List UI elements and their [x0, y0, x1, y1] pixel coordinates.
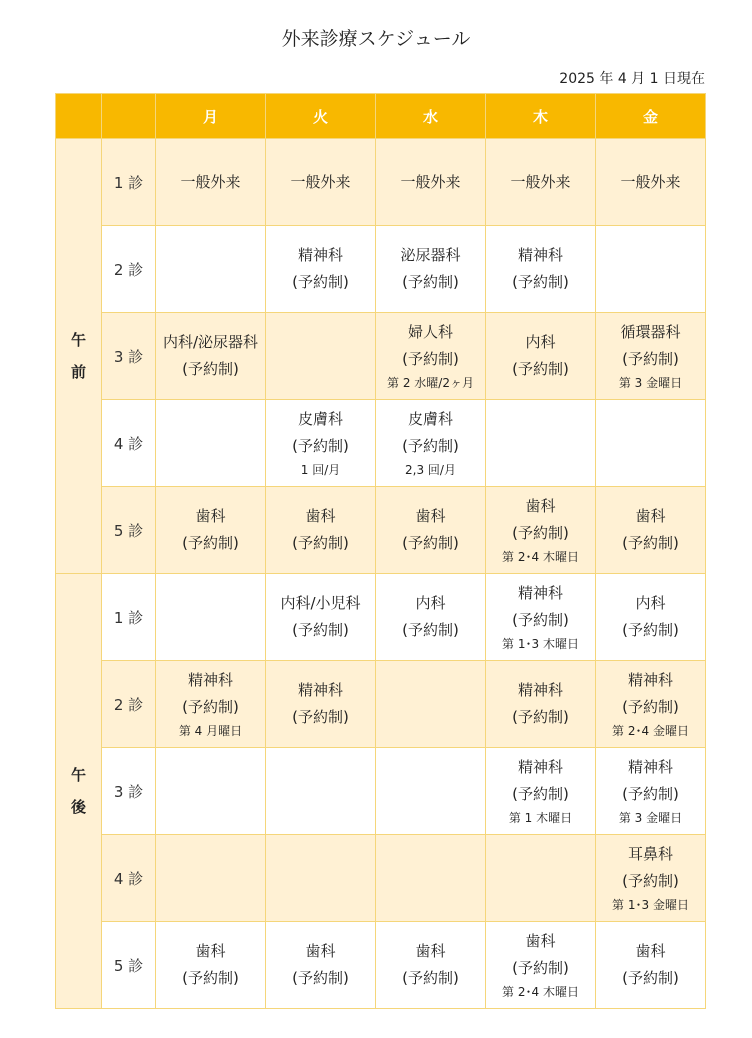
period-label	[56, 574, 102, 1009]
reservation-note: (予約制)	[292, 969, 349, 987]
period-char: 後	[70, 798, 86, 816]
department-name: 歯科	[525, 932, 556, 950]
day-header: 火	[266, 94, 376, 139]
day-header: 金	[596, 94, 706, 139]
department-name: 内科/泌尿器科	[162, 333, 259, 351]
schedule-note: 第 3 金曜日	[618, 811, 683, 825]
schedule-cell	[266, 226, 376, 313]
department-name: 婦人科	[407, 323, 453, 341]
schedule-cell	[596, 574, 706, 661]
schedule-cell	[486, 574, 596, 661]
schedule-row	[56, 748, 706, 835]
reservation-note: (予約制)	[622, 534, 679, 552]
reservation-note: (予約制)	[512, 524, 569, 542]
schedule-cell	[156, 400, 266, 487]
schedule-cell	[596, 487, 706, 574]
schedule-note: 第 1･3 木曜日	[502, 637, 579, 651]
session-label: 4 診	[102, 835, 156, 922]
schedule-cell	[486, 661, 596, 748]
reservation-note: (予約制)	[402, 969, 459, 987]
schedule-cell	[486, 313, 596, 400]
day-header: 月	[156, 94, 266, 139]
schedule-cell	[376, 661, 486, 748]
schedule-row	[56, 487, 706, 574]
session-label: 5 診	[102, 922, 156, 1009]
session-label: 5 診	[102, 487, 156, 574]
schedule-note: 第 2･4 木曜日	[502, 985, 579, 999]
schedule-cell	[266, 313, 376, 400]
schedule-cell	[156, 139, 266, 226]
day-header: 水	[376, 94, 486, 139]
session-label: 3 診	[102, 748, 156, 835]
schedule-row	[56, 226, 706, 313]
schedule-cell	[266, 400, 376, 487]
reservation-note: (予約制)	[622, 698, 679, 716]
department-name: 歯科	[635, 507, 666, 525]
department-name: 循環器科	[620, 323, 681, 341]
schedule-cell	[266, 661, 376, 748]
schedule-cell	[156, 574, 266, 661]
department-name: 一般外来	[620, 172, 681, 191]
schedule-table	[55, 93, 706, 1009]
reservation-note: (予約制)	[512, 708, 569, 726]
schedule-cell	[266, 139, 376, 226]
schedule-cell	[596, 400, 706, 487]
department-name: 皮膚科	[297, 410, 343, 428]
schedule-cell	[376, 574, 486, 661]
reservation-note: (予約制)	[622, 872, 679, 890]
schedule-cell	[376, 487, 486, 574]
department-name: 精神科	[627, 671, 673, 689]
department-name: 内科	[415, 594, 446, 612]
schedule-cell	[486, 400, 596, 487]
schedule-cell	[596, 835, 706, 922]
schedule-cell	[486, 226, 596, 313]
schedule-note: 2,3 回/月	[405, 463, 456, 477]
session-label: 2 診	[102, 226, 156, 313]
schedule-cell	[266, 922, 376, 1009]
reservation-note: (予約制)	[182, 698, 239, 716]
session-label: 3 診	[102, 313, 156, 400]
department-name: 歯科	[415, 507, 446, 525]
period-char: 午	[70, 331, 86, 349]
schedule-cell	[596, 661, 706, 748]
reservation-note: (予約制)	[402, 437, 459, 455]
schedule-cell	[156, 661, 266, 748]
schedule-cell	[376, 835, 486, 922]
department-name: 内科	[635, 594, 666, 612]
session-label: 2 診	[102, 661, 156, 748]
schedule-cell	[376, 400, 486, 487]
schedule-cell	[596, 748, 706, 835]
schedule-cell	[156, 226, 266, 313]
schedule-cell	[156, 487, 266, 574]
session-label: 1 診	[102, 574, 156, 661]
schedule-cell	[486, 139, 596, 226]
day-header: 木	[486, 94, 596, 139]
schedule-cell	[376, 313, 486, 400]
reservation-note: (予約制)	[622, 969, 679, 987]
period-label	[56, 139, 102, 574]
schedule-cell	[266, 748, 376, 835]
schedule-row	[56, 835, 706, 922]
schedule-row	[56, 139, 706, 226]
reservation-note: (予約制)	[292, 273, 349, 291]
schedule-note: 第 2･4 木曜日	[502, 550, 579, 564]
schedule-cell	[266, 487, 376, 574]
department-name: 皮膚科	[407, 410, 453, 428]
department-name: 泌尿器科	[400, 246, 461, 264]
schedule-cell	[596, 226, 706, 313]
schedule-cell	[156, 922, 266, 1009]
schedule-cell	[596, 313, 706, 400]
schedule-note: 第 4 月曜日	[178, 724, 243, 738]
schedule-cell	[486, 748, 596, 835]
schedule-cell	[486, 922, 596, 1009]
department-name: 精神科	[517, 758, 563, 776]
department-name: 歯科	[195, 507, 226, 525]
reservation-note: (予約制)	[622, 785, 679, 803]
schedule-note: 第 3 金曜日	[618, 376, 683, 390]
schedule-cell	[376, 226, 486, 313]
reservation-note: (予約制)	[402, 621, 459, 639]
department-name: 精神科	[187, 671, 233, 689]
reservation-note: (予約制)	[182, 969, 239, 987]
schedule-cell	[376, 748, 486, 835]
schedule-cell	[486, 487, 596, 574]
department-name: 精神科	[297, 246, 343, 264]
department-name: 精神科	[297, 681, 343, 699]
as-of-date: 2025 年 4 月 1 日現在	[559, 71, 705, 87]
reservation-note: (予約制)	[402, 534, 459, 552]
schedule-note: 第 2 水曜/2ヶ月	[387, 376, 474, 390]
reservation-note: (予約制)	[292, 437, 349, 455]
department-name: 歯科	[525, 497, 556, 515]
department-name: 内科	[525, 333, 556, 351]
reservation-note: (予約制)	[622, 350, 679, 368]
schedule-cell	[156, 313, 266, 400]
department-name: 内科/小児科	[280, 594, 361, 612]
schedule-row	[56, 313, 706, 400]
schedule-cell	[156, 835, 266, 922]
schedule-note: 第 2･4 金曜日	[612, 724, 689, 738]
page-title: 外来診療スケジュール	[281, 28, 471, 50]
schedule-cell	[376, 922, 486, 1009]
session-label: 4 診	[102, 400, 156, 487]
schedule-cell	[266, 835, 376, 922]
reservation-note: (予約制)	[512, 360, 569, 378]
schedule-cell	[376, 139, 486, 226]
schedule-note: 第 1 木曜日	[508, 811, 573, 825]
schedule-row	[56, 661, 706, 748]
reservation-note: (予約制)	[402, 350, 459, 368]
schedule-cell	[596, 139, 706, 226]
department-name: 一般外来	[400, 172, 461, 191]
department-name: 耳鼻科	[627, 845, 673, 863]
department-name: 歯科	[305, 942, 336, 960]
department-name: 歯科	[305, 507, 336, 525]
reservation-note: (予約制)	[512, 959, 569, 977]
header-row	[56, 94, 706, 139]
reservation-note: (予約制)	[622, 621, 679, 639]
schedule-cell	[266, 574, 376, 661]
reservation-note: (予約制)	[512, 785, 569, 803]
schedule-note: 第 1･3 金曜日	[612, 898, 689, 912]
schedule-row	[56, 574, 706, 661]
header-corner	[56, 94, 102, 139]
department-name: 精神科	[517, 246, 563, 264]
schedule-cell	[486, 835, 596, 922]
department-name: 歯科	[635, 942, 666, 960]
schedule-body	[56, 139, 706, 1009]
schedule-cell	[596, 922, 706, 1009]
schedule-row	[56, 922, 706, 1009]
department-name: 一般外来	[510, 172, 571, 191]
reservation-note: (予約制)	[402, 273, 459, 291]
department-name: 一般外来	[180, 172, 241, 191]
period-char: 午	[70, 766, 86, 784]
period-char: 前	[70, 363, 86, 381]
schedule-cell	[156, 748, 266, 835]
reservation-note: (予約制)	[512, 611, 569, 629]
reservation-note: (予約制)	[512, 273, 569, 291]
department-name: 歯科	[195, 942, 226, 960]
reservation-note: (予約制)	[292, 708, 349, 726]
department-name: 精神科	[517, 584, 563, 602]
department-name: 精神科	[627, 758, 673, 776]
department-name: 一般外来	[290, 172, 351, 191]
schedule-note: 1 回/月	[300, 463, 341, 477]
department-name: 歯科	[415, 942, 446, 960]
reservation-note: (予約制)	[292, 621, 349, 639]
reservation-note: (予約制)	[292, 534, 349, 552]
session-label: 1 診	[102, 139, 156, 226]
reservation-note: (予約制)	[182, 534, 239, 552]
reservation-note: (予約制)	[182, 360, 239, 378]
header-corner-session	[102, 94, 156, 139]
schedule-row	[56, 400, 706, 487]
department-name: 精神科	[517, 681, 563, 699]
